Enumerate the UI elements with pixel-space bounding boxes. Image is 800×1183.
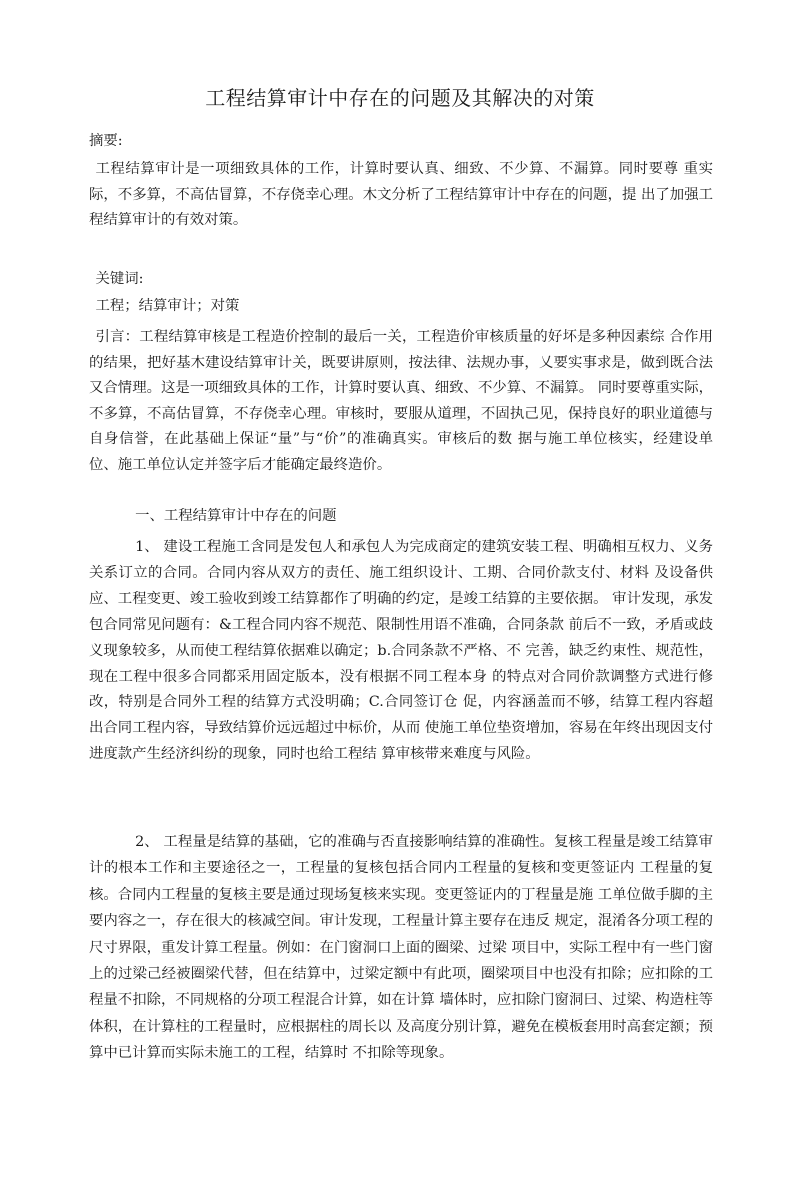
keywords-label: 关键词: xyxy=(95,271,144,287)
body-paragraph-2: 2、 工程量是结算的基础，它的准确与否直接影响结算的准确性。复核工程量是竣工结算审计的根本工作和主要途径之一，工程量的复核包括合同内工程量的复核和变更签证内 工程量的复核。合同内工程量的复核主要是通过现场复核来实现。变更签证内的丁程量是施 工单位做手脚的主要内容之一，存在很大的核减空间。审计发现，工程量计算主要存在违反 规定，混淆各分项工程的尺寸界限，重发计算工程量。例如：在门窗洞口上面的圈梁、过梁 项目中，实际工程中有一些门窗上的过梁己经被圈梁代替，但在结算中，过梁定额中有此项，圈梁项目中也没有扣除；应扣除的工程量不扣除，不同规格的分项工程混合计算，如在计算 墙体时，应扣除门窗洞曰、过梁、构造柱等体积，在计算柱的工程量时，应根据柱的周长以 及高度分别计算，避免在模板套用时高套定额；预算中已计算而实际未施工的工程，结算时 不扣除等现象。 xyxy=(89,834,713,1062)
abstract-text: 工程结算审计是一项细致具体的工作，计算时要认真、细致、不少算、不漏算。同时要尊 重实际，不多算，不高估冒算，不存侥幸心理。木文分析了工程结算审计中存在的问题，提 出了加强工程结算审计的有效对策。 xyxy=(89,161,713,228)
intro-paragraph: 引言：工程结算审核是工程造价控制的最后一关，工程造价审核质量的好坏是多种因素综 合作用的结果，把好基木建设结算审计关，既要讲原则，按法律、法规办事，乂要实事求是，做到既合法又合情理。这是一项细致具体的工作，计算时要认真、细致、不少算、不漏算。 同时要尊重实际，不多算，不高估冒算，不存侥幸心理。审核时，要服从道理，不固执己见，保持良好的职业道德与自身信誉，在此基础上保证“量”与“价”的准确真实。审核后的数 据与施工单位核实，经建设单位、施工单位认定并签字后才能确定最终造价。 xyxy=(89,329,713,473)
abstract-label: 摘要: xyxy=(89,133,123,149)
body-paragraph-1: 1、 建设工程施工含同是发包人和承包人为完成商定的建筑安装工程、明确相互权力、义务关系订立的合同。合同内容从双方的责任、施工组织设计、工期、合同价款支付、材料 及设备供应、工程变更、竣工验收到竣工结算都作了明确的约定，是竣工结算的主要依据。 审计发现，承发包合同常见问题有：&工程合同内容不规范、限制性用语不准确，合同条款 前后不一致，矛盾或歧义现象较多，从而使工程结算依据难以确定；b.合同条款不严格、不 完善，缺乏约束性、规范性，现在工程中很多合同都采用固定版本，没有根据不同工程本身 的特点对合同价款调整方式进行修改，特别是合同外工程的结算方式没明确；C.合同签订仓 促，内容涵盖而不够，结算工程内容超出合同工程内容，导致结算价远远超过中标价，从而 使施工单位垫资增加，容易在年终出现因支付进度款产生经济纠纷的现象，同时也给工程结 算审核带来难度与风险。 xyxy=(89,539,713,763)
keywords-text: 工程；结算审计；对策 xyxy=(95,298,240,314)
document-title: 工程结算审计中存在的问题及其解决的对策 xyxy=(205,86,595,110)
section-heading: 一、工程结算审计中存在的问题 xyxy=(135,508,337,524)
